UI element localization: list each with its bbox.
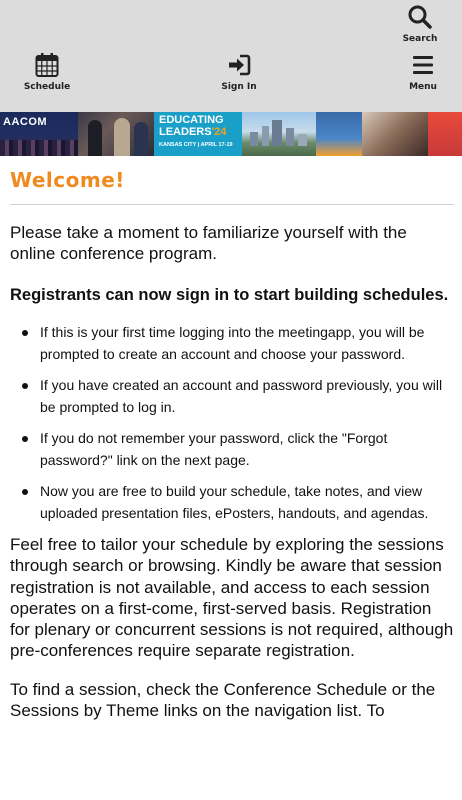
instructions-list: [10, 322, 454, 524]
menu-label: Menu: [409, 82, 437, 92]
banner-photo-skyline: [242, 112, 316, 156]
top-toolbar: [0, 0, 462, 112]
schedule-info-paragraph: Feel free to tailor your schedule by exploring the sessions through search or browsing. Kindly be aware that session registration is not available, and access to each session operates on a first-come, first-served basis. Registration for plenary or concurrent sessions is not required, although pre-conferences require separate registration.: [10, 535, 454, 661]
banner-photo-speaker: [316, 112, 362, 156]
aacom-logo: AACOM: [3, 116, 48, 128]
hamburger-menu-icon: [411, 52, 435, 78]
conference-banner: [0, 112, 462, 156]
schedule-button[interactable]: [22, 52, 72, 92]
search-label: Search: [402, 34, 438, 44]
banner-photo-audience: [0, 112, 78, 156]
bullet-icon: [22, 330, 28, 336]
list-item: If you have created an account and password previously, you will be prompted to log in.: [40, 375, 454, 418]
page-title: Welcome!: [10, 168, 125, 192]
banner-event-title: [154, 112, 242, 156]
banner-title-line2: LEADERS'24: [159, 126, 227, 138]
sign-in-button[interactable]: [214, 52, 264, 92]
banner-photo-booth: [428, 112, 462, 156]
banner-photo-people: [78, 112, 154, 156]
sign-in-icon: [227, 52, 251, 78]
list-item: Now you are free to build your schedule, take notes, and view uploaded presentation files, ePosters, handouts, and agendas.: [40, 481, 454, 524]
main-content: [10, 168, 454, 721]
intro-text: Please take a moment to familiarize yourself with the online conference program.: [10, 223, 407, 263]
find-session-paragraph: To find a session, check the Conference Schedule or the Sessions by Theme links on the navigation list. To: [10, 679, 436, 721]
sign-in-subheading: Registrants can now sign in to start building schedules.: [10, 286, 449, 304]
menu-button[interactable]: [400, 52, 446, 92]
title-divider: [10, 204, 454, 205]
bullet-icon: [22, 436, 28, 442]
banner-title-line1: EDUCATING: [159, 114, 224, 126]
search-icon: [407, 4, 433, 30]
bullet-icon: [22, 489, 28, 495]
search-button[interactable]: [398, 4, 442, 44]
sign-in-label: Sign In: [221, 82, 257, 92]
banner-event-date: KANSAS CITY | APRIL 17-19: [159, 142, 233, 148]
bullet-icon: [22, 383, 28, 389]
banner-photo-networking: [362, 112, 428, 156]
list-item: If you do not remember your password, click the "Forgot password?" link on the next page.: [40, 428, 454, 471]
list-item: If this is your first time logging into the meetingapp, you will be prompted to create an account and choose your password.: [40, 322, 454, 365]
schedule-label: Schedule: [23, 82, 71, 92]
calendar-icon: [35, 52, 59, 78]
